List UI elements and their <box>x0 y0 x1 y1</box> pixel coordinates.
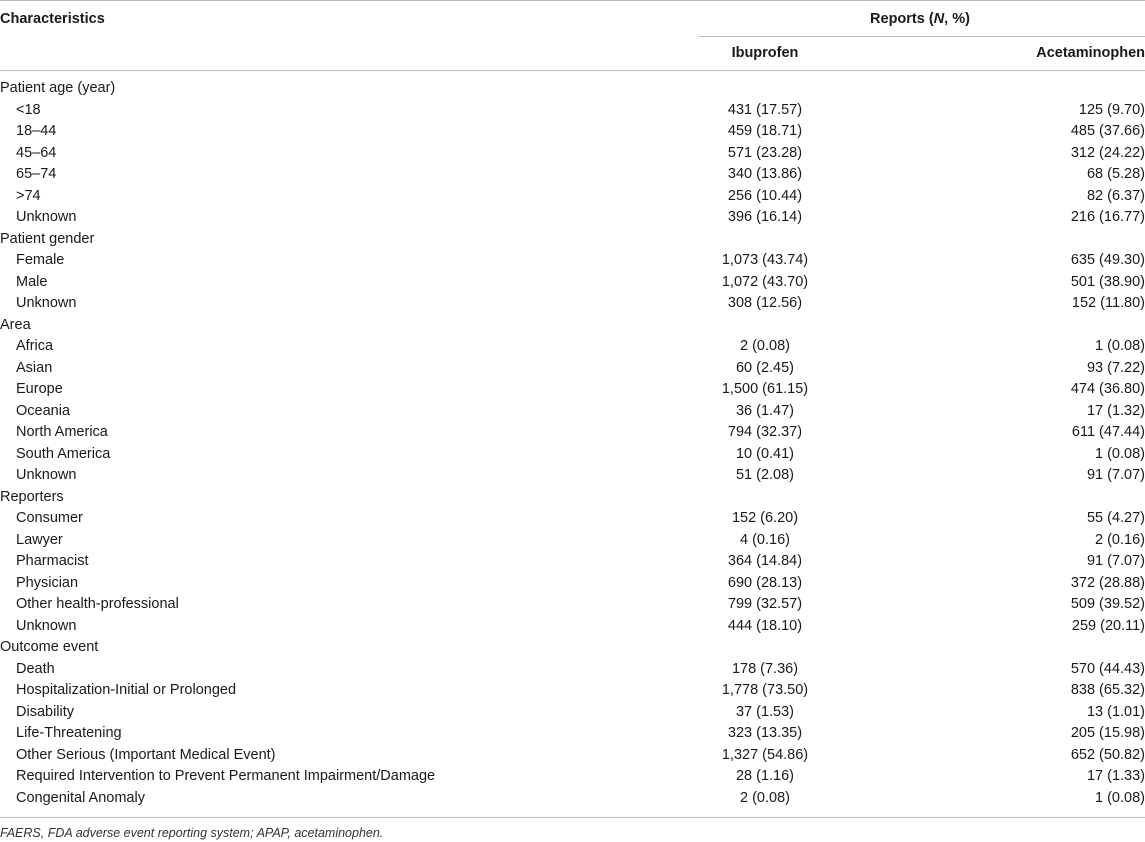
table-row <box>0 100 1145 122</box>
row-label: 45–64 <box>16 144 57 161</box>
ibuprofen-cell: 323 (13.35) <box>727 725 803 741</box>
ibuprofen-cell: 340 (13.86) <box>727 166 803 182</box>
ibuprofen-cell: 444 (18.10) <box>727 617 803 634</box>
table-footnote: FAERS, FDA adverse event reporting system; APAP, acetaminophen. <box>0 826 384 840</box>
ibuprofen-cell: 690 (28.13) <box>727 574 803 591</box>
row-label: Unknown <box>16 467 77 483</box>
table-row <box>0 336 1145 358</box>
acetaminophen-cell: 838 (65.32) <box>1070 682 1145 698</box>
row-label: Female <box>16 252 65 268</box>
header-acetaminophen: Acetaminophen <box>1036 45 1145 61</box>
acetaminophen-cell: 82 (6.37) <box>1086 187 1145 204</box>
acetaminophen-cell: 372 (28.88) <box>1070 574 1145 591</box>
acetaminophen-cell: 91 (7.07) <box>1086 467 1145 483</box>
reports-span-rule <box>698 36 1145 37</box>
ibuprofen-cell: 308 (12.56) <box>727 295 803 311</box>
acetaminophen-cell: 1 (0.08) <box>1095 789 1145 806</box>
acetaminophen-cell: 611 (47.44) <box>1071 424 1145 440</box>
table-row <box>0 766 1145 788</box>
row-label: Unknown <box>16 617 77 634</box>
table-row <box>0 186 1145 208</box>
acetaminophen-cell: 205 (15.98) <box>1070 725 1145 741</box>
header-reports-prefix: Reports ( <box>870 11 934 27</box>
row-label: Disability <box>16 703 75 720</box>
row-label: Lawyer <box>16 531 63 548</box>
table-body <box>0 78 1145 809</box>
table-row <box>0 293 1145 315</box>
table-row <box>0 272 1145 294</box>
acetaminophen-cell: 17 (1.32) <box>1086 402 1145 419</box>
table-row <box>0 680 1145 702</box>
acetaminophen-cell: 312 (24.22) <box>1070 144 1145 161</box>
row-label: Hospitalization-Initial or Prolonged <box>16 682 237 698</box>
table-row <box>0 788 1145 810</box>
table-row <box>0 723 1145 745</box>
section-row <box>0 229 1145 251</box>
table-row <box>0 551 1145 573</box>
ibuprofen-cell: 152 (6.20) <box>731 510 799 526</box>
acetaminophen-cell: 485 (37.66) <box>1070 123 1145 139</box>
row-label: Patient age (year) <box>0 80 116 96</box>
ibuprofen-cell: 2 (0.08) <box>740 338 790 354</box>
ibuprofen-cell: 4 (0.16) <box>740 531 790 548</box>
row-label: Outcome event <box>0 639 99 655</box>
row-label: Male <box>16 273 48 290</box>
row-label: Reporters <box>0 488 64 505</box>
ibuprofen-cell: 36 (1.47) <box>735 402 795 419</box>
table-row <box>0 401 1145 423</box>
header-ibuprofen: Ibuprofen <box>731 45 799 61</box>
acetaminophen-cell: 259 (20.11) <box>1071 617 1145 634</box>
ibuprofen-cell: 431 (17.57) <box>727 101 803 118</box>
table-row <box>0 659 1145 681</box>
row-label: Death <box>16 660 55 677</box>
row-label: Physician <box>16 574 79 591</box>
acetaminophen-cell: 68 (5.28) <box>1086 166 1145 182</box>
acetaminophen-cell: 2 (0.16) <box>1095 531 1145 548</box>
table-row <box>0 358 1145 380</box>
table-row <box>0 616 1145 638</box>
row-label: South America <box>16 445 111 462</box>
ibuprofen-cell: 178 (7.36) <box>731 660 799 677</box>
table-row <box>0 594 1145 616</box>
table-top-rule <box>0 0 1145 1</box>
row-label: >74 <box>16 187 41 204</box>
row-label: Africa <box>16 338 54 354</box>
table-row <box>0 465 1145 487</box>
row-label: <18 <box>16 101 41 118</box>
table-bottom-rule <box>0 817 1145 818</box>
acetaminophen-cell: 570 (44.43) <box>1070 660 1145 677</box>
ibuprofen-cell: 459 (18.71) <box>727 123 803 139</box>
ibuprofen-cell: 1,778 (73.50) <box>721 682 809 698</box>
ibuprofen-cell: 256 (10.44) <box>727 187 803 204</box>
row-label: Congenital Anomaly <box>16 789 145 806</box>
acetaminophen-cell: 652 (50.82) <box>1070 746 1145 763</box>
row-label: Europe <box>16 381 63 397</box>
ibuprofen-cell: 28 (1.16) <box>735 768 795 784</box>
row-label: Life-Threatening <box>16 725 122 741</box>
row-label: 65–74 <box>16 166 57 182</box>
ibuprofen-cell: 799 (32.57) <box>727 596 803 612</box>
ibuprofen-cell: 1,073 (43.74) <box>721 252 809 268</box>
ibuprofen-cell: 794 (32.37) <box>727 424 803 440</box>
acetaminophen-cell: 55 (4.27) <box>1086 510 1145 526</box>
acetaminophen-cell: 13 (1.01) <box>1086 703 1145 720</box>
acetaminophen-cell: 93 (7.22) <box>1086 359 1145 376</box>
section-row <box>0 78 1145 100</box>
table-row <box>0 702 1145 724</box>
table-row <box>0 508 1145 530</box>
row-label: Oceania <box>16 402 71 419</box>
ibuprofen-cell: 1,500 (61.15) <box>721 381 809 397</box>
row-label: Consumer <box>16 510 83 526</box>
row-label: Unknown <box>16 295 77 311</box>
row-label: North America <box>16 424 108 440</box>
header-reports <box>820 11 1020 27</box>
acetaminophen-cell: 17 (1.33) <box>1086 768 1145 784</box>
ibuprofen-cell: 1,072 (43.70) <box>721 273 809 290</box>
section-row <box>0 487 1145 509</box>
acetaminophen-cell: 1 (0.08) <box>1095 338 1145 354</box>
ibuprofen-cell: 2 (0.08) <box>740 789 790 806</box>
acetaminophen-cell: 91 (7.07) <box>1086 553 1145 569</box>
ibuprofen-cell: 364 (14.84) <box>727 553 803 569</box>
table-row <box>0 250 1145 272</box>
table-row <box>0 444 1145 466</box>
section-row <box>0 315 1145 337</box>
acetaminophen-cell: 125 (9.70) <box>1078 101 1145 118</box>
acetaminophen-cell: 501 (38.90) <box>1070 273 1145 290</box>
row-label: Other Serious (Important Medical Event) <box>16 746 276 763</box>
acetaminophen-cell: 635 (49.30) <box>1070 252 1145 268</box>
row-label: Patient gender <box>0 230 95 247</box>
table-row <box>0 379 1145 401</box>
acetaminophen-cell: 216 (16.77) <box>1070 209 1145 225</box>
ibuprofen-cell: 37 (1.53) <box>735 703 795 720</box>
table-row <box>0 143 1145 165</box>
ibuprofen-cell: 60 (2.45) <box>735 359 795 376</box>
row-label: Unknown <box>16 209 77 225</box>
table-row <box>0 121 1145 143</box>
acetaminophen-cell: 509 (39.52) <box>1070 596 1145 612</box>
row-label: 18–44 <box>16 123 57 139</box>
header-reports-suffix: , %) <box>944 11 970 27</box>
row-label: Asian <box>16 359 53 376</box>
header-characteristics: Characteristics <box>0 11 105 27</box>
acetaminophen-cell: 474 (36.80) <box>1070 381 1145 397</box>
ibuprofen-cell: 10 (0.41) <box>735 445 795 462</box>
header-bottom-rule <box>0 70 1145 71</box>
ibuprofen-cell: 396 (16.14) <box>727 209 803 225</box>
ibuprofen-cell: 571 (23.28) <box>727 144 803 161</box>
ibuprofen-cell: 51 (2.08) <box>735 467 795 483</box>
header-reports-n: N <box>933 11 945 27</box>
row-label: Area <box>0 316 31 333</box>
table-row <box>0 164 1145 186</box>
table-row <box>0 207 1145 229</box>
row-label: Other health-professional <box>16 596 179 612</box>
table-row <box>0 573 1145 595</box>
ibuprofen-cell: 1,327 (54.86) <box>721 746 809 763</box>
row-label: Pharmacist <box>16 553 89 569</box>
table-row <box>0 422 1145 444</box>
table-row <box>0 745 1145 767</box>
acetaminophen-cell: 152 (11.80) <box>1071 295 1145 311</box>
table-row <box>0 530 1145 552</box>
row-label: Required Intervention to Prevent Permanent Impairment/Damage <box>16 768 436 784</box>
section-row <box>0 637 1145 659</box>
acetaminophen-cell: 1 (0.08) <box>1095 445 1145 462</box>
